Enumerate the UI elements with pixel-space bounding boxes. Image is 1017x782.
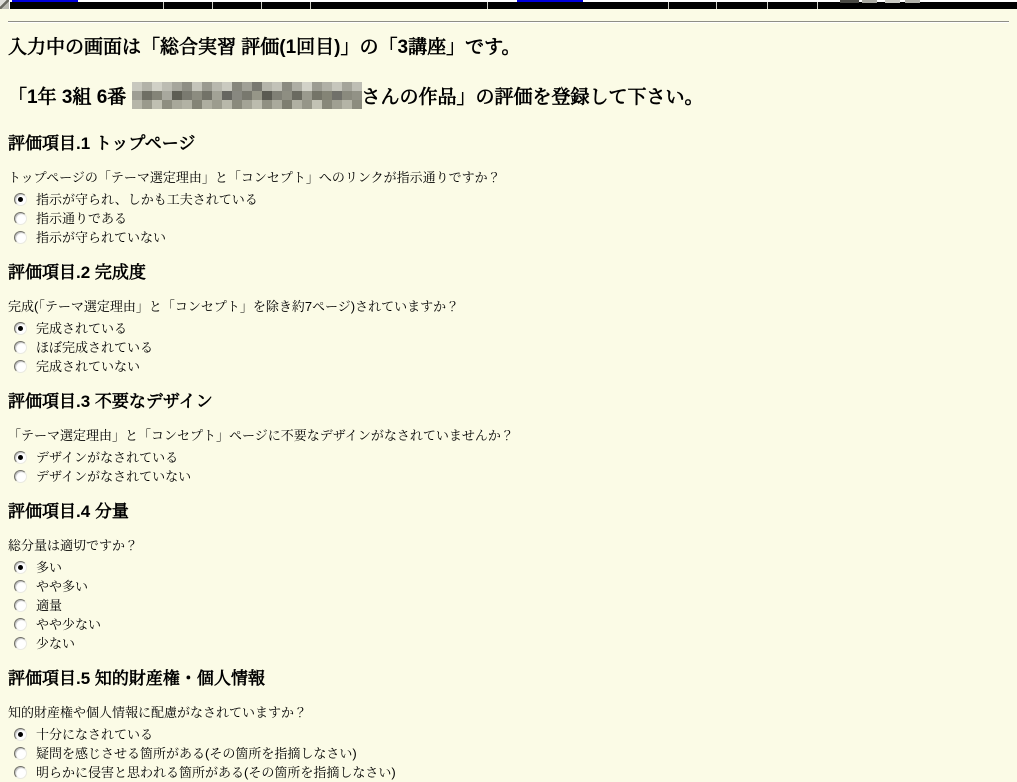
- topbar-black-bar: [10, 2, 1017, 9]
- radio-option-label: 完成されていない: [36, 358, 141, 374]
- mosaic-pixel: [142, 91, 152, 100]
- mosaic-pixel: [232, 100, 242, 109]
- page-title: 入力中の画面は「総合実習 評価(1回目)」の「3講座」です。: [8, 37, 521, 58]
- section-title: 評価項目.4 分量: [8, 502, 129, 521]
- mosaic-pixel: [222, 91, 232, 100]
- topbar-divider: [310, 2, 311, 9]
- radio-option-row: [8, 209, 1017, 228]
- section-question: 「テーマ選定理由」と「コンセプト」ページに不要なデザインがなされていませんか？: [8, 428, 514, 443]
- radio-option-label: やや多い: [36, 578, 89, 594]
- mosaic-pixel: [242, 91, 252, 100]
- section-item3: [8, 392, 1017, 486]
- topbar-divider: [163, 2, 164, 9]
- radio-option-label: 適量: [36, 597, 63, 613]
- topbar-divider: [716, 2, 717, 9]
- radio-button[interactable]: [14, 470, 27, 483]
- radio-button[interactable]: [14, 637, 27, 650]
- mosaic-pixel: [322, 91, 332, 100]
- mosaic-pixel: [212, 82, 222, 91]
- radio-option-label: デザインがなされている: [36, 449, 179, 465]
- radio-option-row: [8, 634, 1017, 653]
- radio-option-row: [8, 615, 1017, 634]
- radio-button[interactable]: [14, 766, 27, 779]
- mosaic-pixel: [312, 100, 322, 109]
- mosaic-pixel: [252, 82, 262, 91]
- mosaic-pixel: [282, 82, 292, 91]
- mosaic-pixel: [292, 100, 302, 109]
- radio-option-row: [8, 763, 1017, 782]
- mosaic-pixel: [242, 82, 252, 91]
- radio-option-label: 明らかに侵害と思われる箇所がある(その箇所を指摘しなさい): [36, 764, 396, 780]
- mosaic-pixel: [322, 100, 332, 109]
- mosaic-pixel: [152, 91, 162, 100]
- mosaic-pixel: [132, 91, 142, 100]
- mosaic-pixel: [272, 91, 282, 100]
- radio-option-row: [8, 338, 1017, 357]
- mosaic-pixel: [232, 82, 242, 91]
- mosaic-pixel: [192, 91, 202, 100]
- section-title: 評価項目.3 不要なデザイン: [8, 392, 213, 411]
- radio-option-row: [8, 190, 1017, 209]
- mosaic-pixel: [332, 91, 342, 100]
- section-question: 知的財産権や個人情報に配慮がなされていますか？: [8, 705, 308, 720]
- mosaic-pixel: [312, 82, 322, 91]
- mosaic-pixel: [332, 82, 342, 91]
- mosaic-pixel: [132, 100, 142, 109]
- radio-option-label: デザインがなされていない: [36, 468, 192, 484]
- section-title: 評価項目.2 完成度: [8, 263, 146, 282]
- toolbar-icon-sliver: [885, 0, 900, 3]
- radio-option-label: 指示が守られていない: [36, 229, 167, 245]
- radio-option-label: 完成されている: [36, 320, 128, 336]
- radio-option-row: [8, 725, 1017, 744]
- section-question: トップページの「テーマ選定理由」と「コンセプト」へのリンクが指示通りですか？: [8, 170, 501, 185]
- mosaic-pixel: [302, 100, 312, 109]
- student-heading-suffix: さんの作品」の評価を登録して下さい。: [361, 87, 704, 108]
- radio-button[interactable]: [14, 561, 27, 574]
- radio-option-row: [8, 577, 1017, 596]
- student-work-heading: [8, 82, 1017, 110]
- mosaic-pixel: [192, 100, 202, 109]
- topbar-sliver: [0, 0, 1017, 9]
- topbar-divider: [668, 2, 669, 9]
- mosaic-pixel: [262, 91, 272, 100]
- mosaic-pixel: [292, 82, 302, 91]
- evaluation-form: [0, 36, 1017, 782]
- radio-option-row: [8, 448, 1017, 467]
- mosaic-pixel: [302, 82, 312, 91]
- mosaic-pixel: [182, 91, 192, 100]
- mosaic-pixel: [302, 91, 312, 100]
- radio-option-label: 多い: [36, 559, 63, 575]
- mosaic-pixel: [132, 82, 142, 91]
- radio-option-label: ほぼ完成されている: [36, 339, 154, 355]
- topbar-divider: [767, 2, 768, 9]
- mosaic-pixel: [342, 82, 352, 91]
- mosaic-pixel: [222, 82, 232, 91]
- mosaic-pixel: [272, 82, 282, 91]
- mosaic-pixel: [352, 100, 362, 109]
- radio-button[interactable]: [14, 618, 27, 631]
- radio-button[interactable]: [14, 580, 27, 593]
- mosaic-pixel: [252, 91, 262, 100]
- radio-button[interactable]: [14, 451, 27, 464]
- mosaic-pixel: [172, 82, 182, 91]
- radio-button[interactable]: [14, 322, 27, 335]
- mosaic-pixel: [212, 100, 222, 109]
- radio-button[interactable]: [14, 360, 27, 373]
- radio-button[interactable]: [14, 747, 27, 760]
- mosaic-pixel: [332, 100, 342, 109]
- section-item2: [8, 263, 1017, 376]
- section-title: 評価項目.5 知的財産権・個人情報: [8, 669, 265, 688]
- mosaic-pixel: [152, 100, 162, 109]
- radio-option-label: 疑問を感じさせる箇所がある(その箇所を指摘しなさい): [36, 745, 357, 761]
- radio-option-label: 指示通りである: [36, 210, 128, 226]
- mosaic-pixel: [242, 100, 252, 109]
- mosaic-pixel: [142, 82, 152, 91]
- mosaic-pixel: [262, 82, 272, 91]
- toolbar-icon-sliver: [862, 0, 877, 3]
- mosaic-pixel: [312, 91, 322, 100]
- mosaic-pixel: [152, 82, 162, 91]
- section-question: 完成(「テーマ選定理由」と「コンセプト」を除き約7ページ)されていますか？: [8, 299, 460, 314]
- mosaic-pixel: [162, 82, 172, 91]
- mosaic-pixel: [272, 100, 282, 109]
- mosaic-pixel: [162, 100, 172, 109]
- mosaic-pixel: [162, 91, 172, 100]
- top-horizontal-rule: [8, 21, 1009, 23]
- section-question: 総分量は適切ですか？: [8, 538, 139, 553]
- section-item4: [8, 502, 1017, 653]
- radio-option-label: やや少ない: [36, 616, 102, 632]
- mosaic-pixel: [182, 82, 192, 91]
- radio-button[interactable]: [14, 212, 27, 225]
- mosaic-pixel: [322, 82, 332, 91]
- corner-grip-icon: [0, 0, 9, 9]
- mosaic-pixel: [292, 91, 302, 100]
- mosaic-pixel: [202, 82, 212, 91]
- mosaic-pixel: [222, 100, 232, 109]
- radio-option-row: [8, 558, 1017, 577]
- radio-option-row: [8, 357, 1017, 376]
- section-title: 評価項目.1 トップページ: [8, 134, 196, 153]
- toolbar-icon-sliver: [840, 0, 859, 3]
- radio-button[interactable]: [14, 341, 27, 354]
- radio-option-row: [8, 319, 1017, 338]
- mosaic-pixel: [182, 100, 192, 109]
- radio-button[interactable]: [14, 231, 27, 244]
- mosaic-pixel: [252, 100, 262, 109]
- mosaic-pixel: [142, 100, 152, 109]
- radio-option-row: [8, 596, 1017, 615]
- radio-option-row: [8, 744, 1017, 763]
- mosaic-pixel: [342, 91, 352, 100]
- radio-option-label: 指示が守られ、しかも工夫されている: [36, 191, 258, 207]
- section-item1: [8, 134, 1017, 247]
- mosaic-pixel: [342, 100, 352, 109]
- mosaic-pixel: [282, 100, 292, 109]
- mosaic-pixel: [172, 100, 182, 109]
- radio-button[interactable]: [14, 599, 27, 612]
- student-heading-prefix: 「1年 3組 6番: [8, 87, 132, 108]
- mosaic-pixel: [202, 100, 212, 109]
- topbar-divider: [817, 2, 818, 9]
- radio-option-row: [8, 228, 1017, 247]
- top-link-sliver[interactable]: [517, 0, 583, 2]
- toolbar-icon-sliver: [905, 0, 920, 3]
- mosaic-pixel: [172, 91, 182, 100]
- mosaic-pixel: [282, 91, 292, 100]
- topbar-divider: [261, 2, 262, 9]
- mosaic-pixel: [192, 82, 202, 91]
- redacted-student-name: [132, 82, 362, 109]
- mosaic-pixel: [232, 91, 242, 100]
- topbar-divider: [212, 2, 213, 9]
- mosaic-pixel: [352, 82, 362, 91]
- radio-option-label: 十分になされている: [36, 726, 154, 742]
- mosaic-pixel: [202, 91, 212, 100]
- radio-option-row: [8, 467, 1017, 486]
- mosaic-pixel: [262, 100, 272, 109]
- topbar-divider: [487, 2, 488, 9]
- radio-option-label: 少ない: [36, 635, 76, 651]
- mosaic-pixel: [352, 91, 362, 100]
- radio-button[interactable]: [14, 728, 27, 741]
- section-item5: [8, 669, 1017, 782]
- top-link-sliver[interactable]: [12, 0, 78, 2]
- radio-button[interactable]: [14, 193, 27, 206]
- mosaic-pixel: [212, 91, 222, 100]
